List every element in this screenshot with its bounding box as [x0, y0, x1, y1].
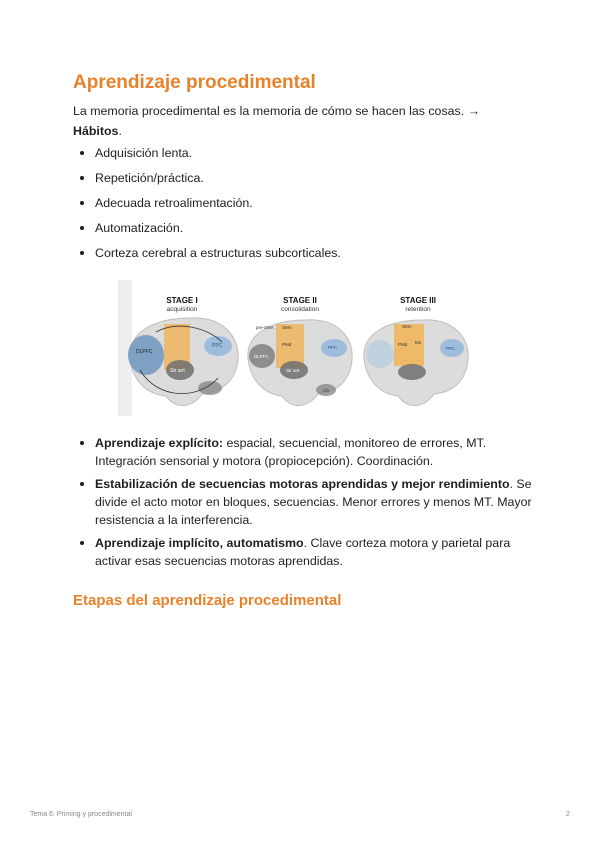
stage3-subtitle: retention: [405, 306, 431, 313]
stage3-title: STAGE III: [400, 296, 436, 305]
list-item-text: espacial, secuencial, monitoreo de errores, MT. Integración sensorial y motora (propiocepción). Coordinación.: [95, 436, 487, 468]
stages-description-list: [73, 434, 533, 575]
stage3-label: SMA: [402, 324, 412, 329]
stage2-label: PPC: [328, 345, 338, 350]
list-item: Corteza cerebral a estructuras subcorticales.: [73, 244, 533, 262]
stage2-label: Cb: [323, 388, 329, 393]
list-item: Adecuada retroalimentación.: [73, 194, 533, 212]
brain-stages-figure: [118, 280, 480, 416]
list-item-bold: Aprendizaje implícito, automatismo: [95, 536, 304, 550]
list-item: Adquisición lenta.: [73, 144, 533, 162]
stage2-brain: [248, 320, 352, 406]
stage1-subtitle: acquisition: [166, 306, 198, 313]
intro-text: La memoria procedimental es la memoria de cómo se hacen las cosas. →: [73, 104, 481, 118]
list-item: Automatización.: [73, 219, 533, 237]
stage3-label: M1: [415, 340, 422, 345]
intro-bold: Hábitos: [73, 124, 119, 138]
stage1-label: DLPFC: [136, 349, 153, 355]
page-title: Aprendizaje procedimental: [73, 72, 316, 93]
list-item: [73, 475, 533, 529]
stage2-subtitle: consolidation: [281, 306, 319, 313]
section-subheading: Etapas del aprendizaje procedimental: [73, 592, 342, 609]
list-item: [73, 534, 533, 570]
stage2-title: STAGE II: [283, 296, 317, 305]
intro-paragraph: [73, 101, 533, 141]
intro-end: .: [118, 124, 122, 138]
stage1-brain: [128, 318, 238, 406]
stage1-label: Str ant: [170, 368, 185, 374]
list-item-text: . Se divide el acto motor en bloques, secuencias. Menor errores y menos MT. Mayor resistencia a la interferencia.: [95, 477, 532, 527]
characteristics-list: [73, 144, 533, 269]
stage3-label: PMd: [398, 342, 408, 347]
stage2-label: SMA: [282, 325, 292, 330]
list-item: Repetición/práctica.: [73, 169, 533, 187]
stage2-label: Str ant: [286, 368, 300, 373]
footer-title: Tema 6: Priming y procedimental: [30, 811, 132, 818]
stage2-label: pre-SMA: [256, 325, 274, 330]
list-item-bold: Aprendizaje explícito:: [95, 436, 224, 450]
list-item-text: . Clave corteza motora y parietal para activar esas secuencias motoras aprendidas.: [95, 536, 511, 568]
list-item: [73, 434, 533, 470]
stage1-title: STAGE I: [166, 296, 198, 305]
list-item-bold: Estabilización de secuencias motoras aprendidas y mejor rendimiento: [95, 477, 510, 491]
stage2-label: DLPFC: [254, 354, 269, 359]
stage3-brain: [364, 320, 468, 406]
stage3-label: PPC: [446, 346, 456, 351]
stage1-label: PPC: [212, 343, 223, 349]
stage2-label: PMd: [282, 342, 292, 347]
page-number: 2: [566, 811, 570, 818]
